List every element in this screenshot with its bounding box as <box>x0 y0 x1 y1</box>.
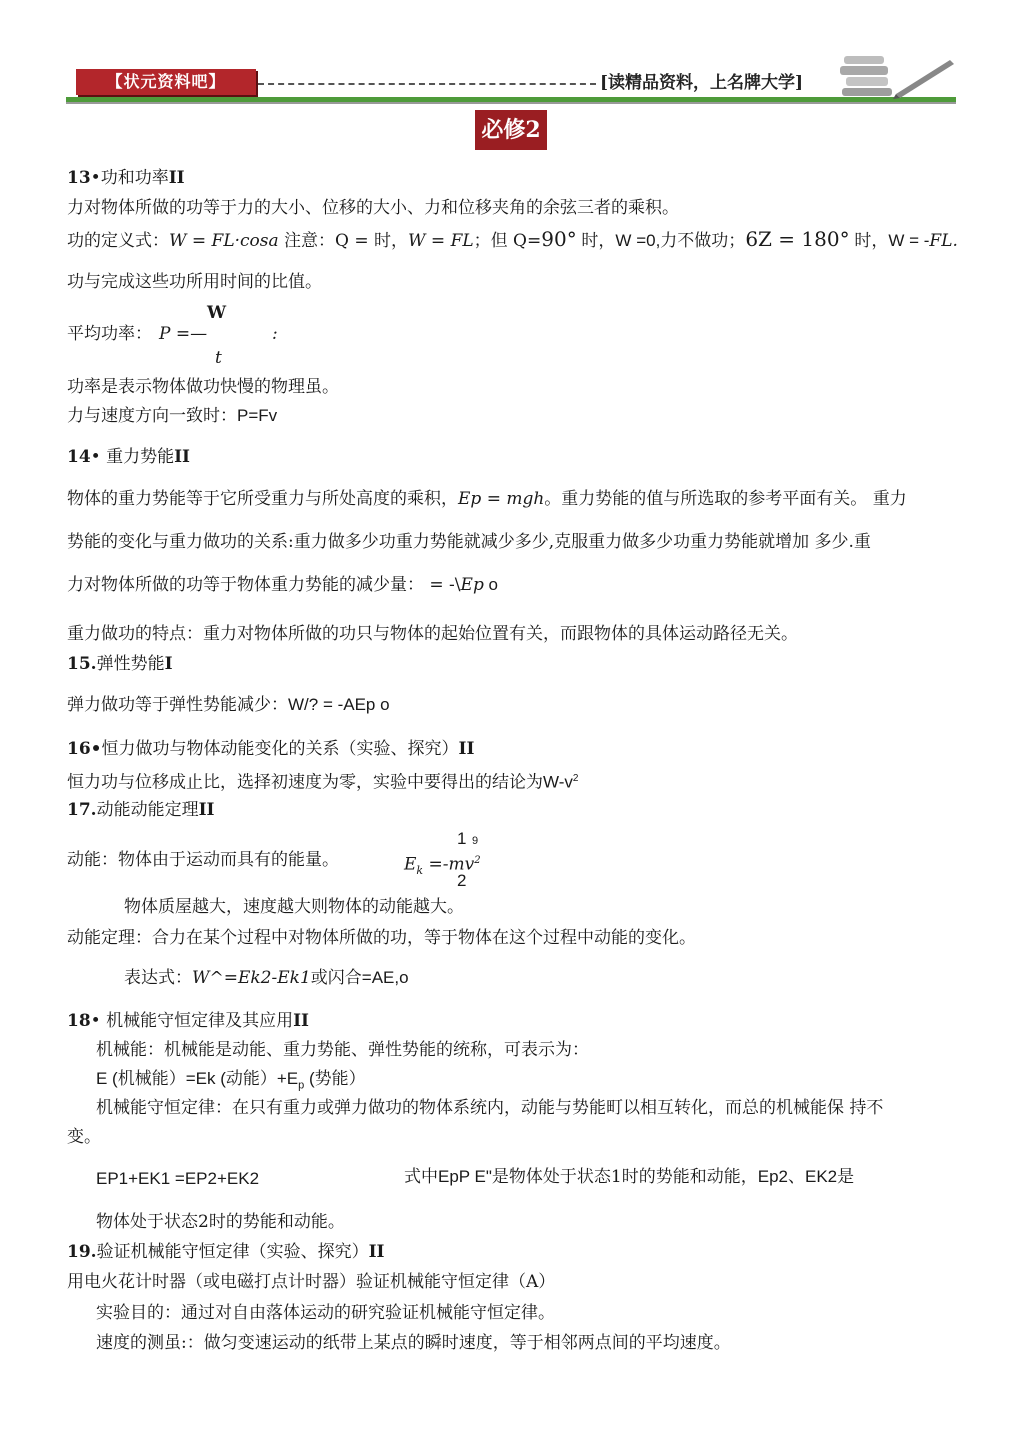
s13-paragraph-5 <box>67 405 277 427</box>
s14-paragraph-2: 势能的变化与重力做功的关系:重力做多少功重力势能就减少多少,克服重力做多少功重力势能就增加 多少.重 <box>67 532 871 552</box>
s14-p1-text-a: 物体的重力势能等于它所受重力与所处高度的乘积， <box>67 489 458 509</box>
s19-paragraph-3: 速度的测虽:：做匀变速运动的纸带上某点的瞬时速度，等于相邻两点间的平均速度。 <box>96 1333 731 1353</box>
s19-paragraph-2: 实验目的：通过对自由落体运动的研究验证机械能守恒定律。 <box>96 1303 555 1323</box>
section-13-heading <box>67 167 185 189</box>
s16-paragraph-1 <box>67 768 578 794</box>
section-15-number: 15. <box>67 654 97 674</box>
section-14-title: • 重力势能 <box>90 447 175 467</box>
section-19-title: 验证机械能守恒定律（实验、探究） <box>96 1242 369 1262</box>
s17-ke-formula <box>404 850 481 882</box>
s18-p2-a: E (机械能）=Ek (动能）+E <box>96 1069 299 1088</box>
section-15-title: 弹性势能 <box>96 654 165 674</box>
s13-p5-formula: P=Fv <box>237 406 278 425</box>
section-badge: 必修2 <box>475 110 547 150</box>
section-18-level: II <box>293 1011 310 1031</box>
s13-note-b: ；但 Q= <box>473 231 542 251</box>
s13-avg-eq: =— <box>170 324 208 344</box>
s15-p1-text: 弹力做功等于弹性势能减少： <box>67 695 288 715</box>
s13-avg-numerator: W <box>207 303 227 323</box>
s18-eq-r-d: Ep2、EK2 <box>757 1167 838 1186</box>
s17-paragraph-1: 物体质屋越大，速度越大则物体的动能越大。 <box>124 897 464 917</box>
s18-eq-r-e: 是 <box>837 1167 855 1187</box>
s18-eq-r-c: 是物体处于状态1时的势能和动能， <box>491 1167 758 1187</box>
s18-paragraph-4: 变。 <box>67 1127 101 1147</box>
s14-p1-formula: Ep = mgh <box>458 489 545 509</box>
s13-avg-p: P <box>159 324 171 344</box>
s17-ke-top: 1 <box>457 829 467 848</box>
section-17-number: 17. <box>67 800 97 820</box>
s18-equation-right <box>404 1166 854 1188</box>
s18-paragraph-1: 机械能：机械能是动能、重力势能、弹性势能的统称，可表示为： <box>96 1040 589 1060</box>
section-17-title: 动能动能定理 <box>96 800 199 820</box>
s14-paragraph-3 <box>67 574 498 596</box>
s17-p3-label: 表达式： <box>124 968 192 988</box>
s13-p5-text: 力与速度方向一致时： <box>67 406 237 426</box>
s17-p3-tail: 或闪合=AE,o <box>310 968 409 987</box>
s14-p3-eq: = -\ <box>424 575 461 595</box>
section-13-number: 13 <box>67 168 91 188</box>
s13-angle-90: 90° <box>541 227 577 251</box>
header-left-label: 【状元资料吧】 <box>106 72 226 91</box>
section-15-heading <box>67 653 173 675</box>
s13-formula-work: W = FL·cosa <box>169 231 279 251</box>
section-18-heading <box>67 1010 309 1032</box>
s13-paragraph-3: 功与完成这些功所用时间的比值。 <box>67 272 322 292</box>
s13-def-label: 功的定义式： <box>67 231 169 251</box>
s13-note-a: 注意：Q = 时， <box>278 231 409 251</box>
s17-ke-bottom: 2 <box>457 871 467 890</box>
section-14-number: 14 <box>67 447 91 467</box>
s13-avg-denominator: t <box>215 348 222 368</box>
s18-eq-r-b: EpP E" <box>438 1167 492 1186</box>
s18-p2-b: (势能） <box>304 1069 366 1088</box>
section-19-number: 19. <box>67 1242 97 1262</box>
s13-formula-neg-fl: FL. <box>929 231 958 251</box>
section-16-heading <box>67 738 474 760</box>
s13-paragraph-1: 力对物体所做的功等于力的大小、位移的大小、力和位移夹角的余弦三者的乘积。 <box>67 198 679 218</box>
header-gray-rule <box>66 102 956 104</box>
s14-paragraph-4: 重力做功的特点：重力对物体所做的功只与物体的起始位置有关，而跟物体的具体运动路径无关。 <box>67 624 798 644</box>
s17-p3-formula: W^=Ek2-Ek1 <box>192 968 311 988</box>
section-19-level: II <box>368 1242 385 1262</box>
s14-p3-text: 力对物体所做的功等于物体重力势能的减少量： <box>67 575 424 595</box>
s17-paragraph-2: 动能定理：合力在某个过程中对物体所做的功，等于物体在这个过程中动能的变化。 <box>67 928 696 948</box>
section-18-title: • 机械能守恒定律及其应用 <box>90 1011 294 1031</box>
s14-p3-formula: Ep <box>460 575 484 595</box>
s16-p1-formula: W-v <box>543 772 573 792</box>
s15-p1-formula: W/? = -AEp o <box>288 695 390 714</box>
s13-avg-colon: : <box>272 324 278 344</box>
section-13-title: •功和功率 <box>90 168 169 188</box>
s14-p3-end: o <box>483 575 499 594</box>
section-16-title: 恒力做功与物体动能变化的关系（实验、探究） <box>101 739 459 759</box>
s18-paragraph-3: 机械能守恒定律：在只有重力或弹力做功的物体系统内，动能与势能町以相互转化，而总的机械能保 持不 <box>96 1098 884 1118</box>
s13-note-c: 时，W =0,力不做功； <box>576 231 746 250</box>
s19-paragraph-1: 用电火花计时器（或电磁打点计时器）验证机械能守恒定律（A） <box>67 1272 556 1292</box>
s17-ke-top-small: 9 <box>472 835 479 847</box>
section-16-level: II <box>458 739 475 759</box>
s13-angle-180: 6Z = 180° <box>745 227 850 251</box>
section-19-heading <box>67 1241 384 1263</box>
s17-ke-e: E <box>404 854 417 875</box>
s18-equation-left: EP1+EK1 =EP2+EK2 <box>96 1169 260 1188</box>
section-16-number: 16• <box>67 739 102 759</box>
s13-paragraph-4: 功率是表示物体做功快慢的物理虽。 <box>67 377 339 397</box>
s18-p2-sub: p <box>298 1079 305 1092</box>
s13-formula-fl: W = FL <box>408 231 474 251</box>
section-14-level: II <box>174 447 191 467</box>
s13-definition-line <box>67 228 958 252</box>
s17-ke-sup: 2 <box>474 855 481 866</box>
section-15-level: I <box>164 654 173 674</box>
s17-ke-mid: =-mv <box>423 854 475 875</box>
s14-p1-text-b: 。重力势能的值与所选取的参考平面有关。 重力 <box>544 489 907 509</box>
books-pen-icon <box>838 48 958 100</box>
s16-p1-text: 恒力功与位移成止比，选择初速度为零，实验中要得出的结论为 <box>67 772 543 793</box>
header-dashed-rule <box>258 83 596 85</box>
s18-eq-r-a: 式中 <box>404 1167 438 1187</box>
section-17-level: II <box>198 800 215 820</box>
section-18-number: 18 <box>67 1011 91 1031</box>
s13-note-d: 时，W = - <box>849 231 930 250</box>
s13-avg-power-symbol <box>159 323 207 345</box>
s18-paragraph-5: 物体处于状态2时的势能和动能。 <box>96 1212 345 1232</box>
header-right-label: [读精品资料，上名牌大学] <box>600 73 804 93</box>
section-13-level: II <box>168 168 185 188</box>
s15-paragraph-1 <box>67 694 390 716</box>
section-17-heading <box>67 799 214 821</box>
s17-ke-k: k <box>416 864 424 878</box>
s14-paragraph-1 <box>67 488 907 510</box>
s16-p1-sup: 2 <box>572 773 579 784</box>
s17-paragraph-3 <box>124 967 409 989</box>
section-14-heading <box>67 446 190 468</box>
s18-paragraph-2 <box>96 1068 366 1096</box>
s13-avg-power-label: 平均功率： <box>67 324 152 344</box>
s17-ke-label: 动能：物体由于运动而具有的能量。 <box>67 850 339 870</box>
